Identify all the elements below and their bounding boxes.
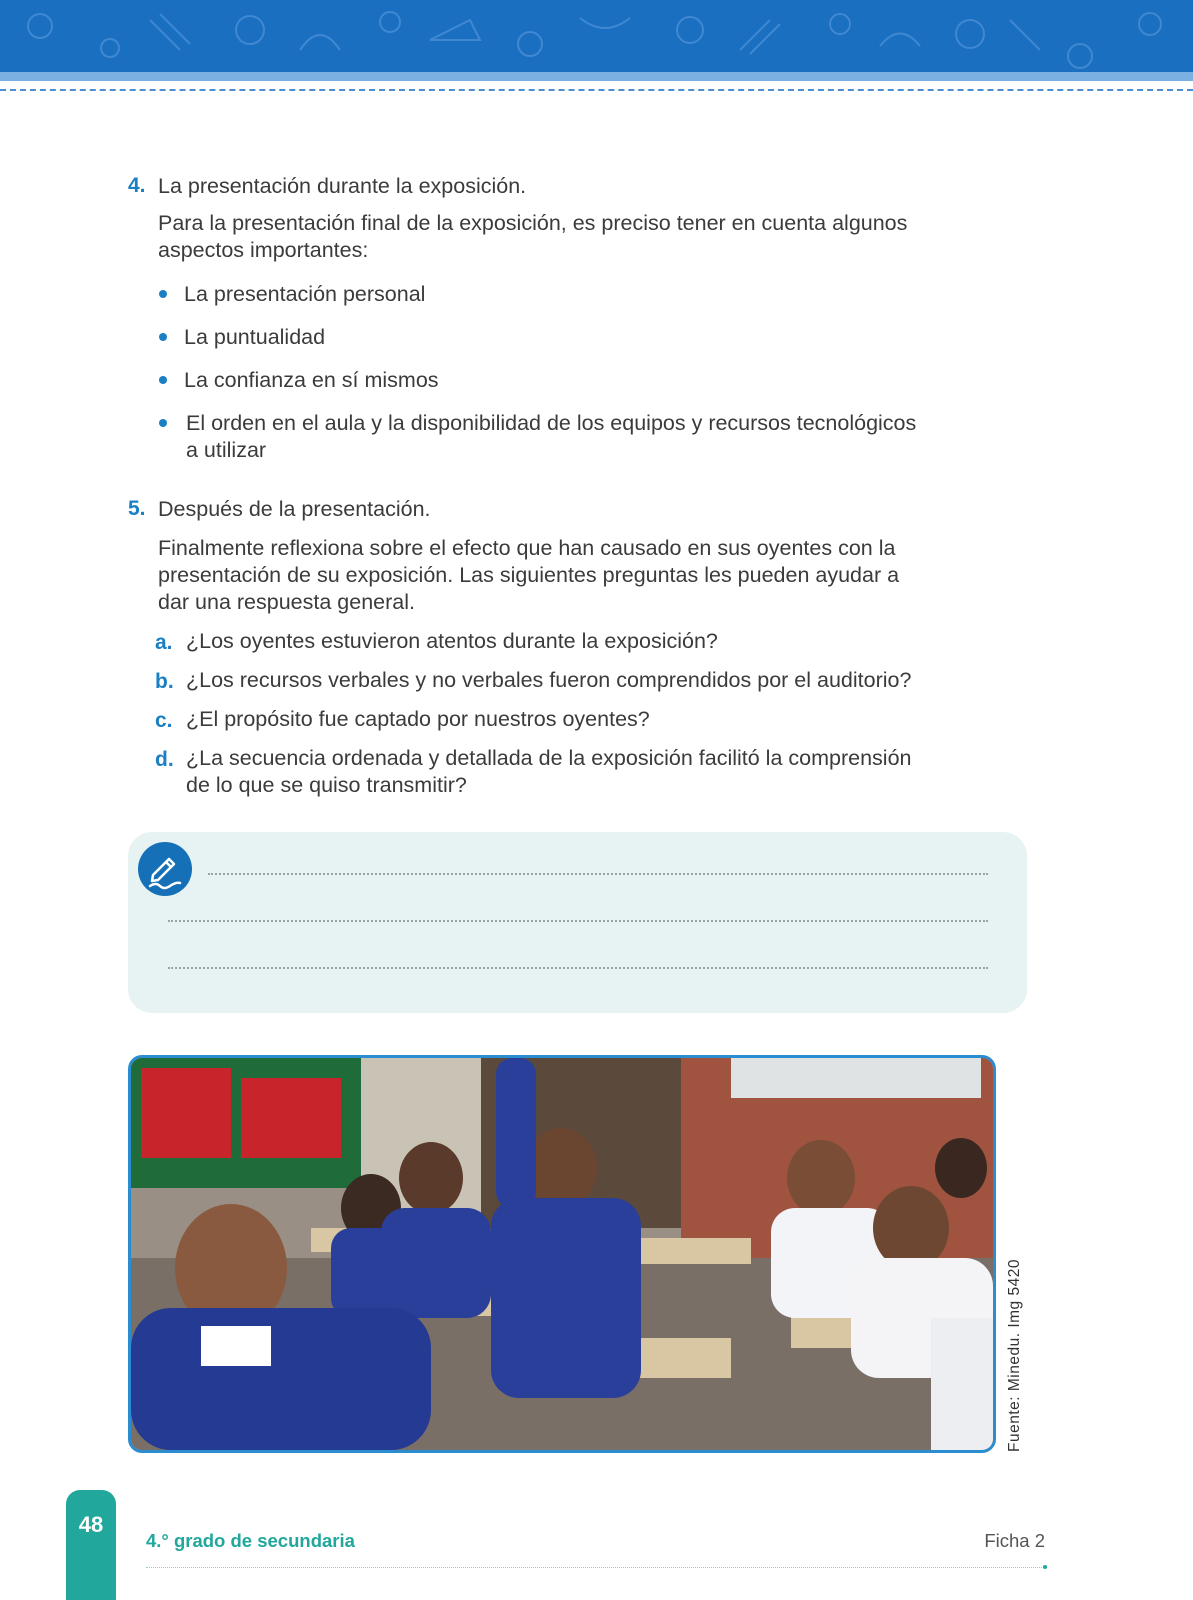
bullet-item-1: La presentación personal [184, 282, 426, 306]
bullet-dot [159, 333, 167, 341]
bullet-dot [159, 290, 167, 298]
classroom-photo [128, 1055, 996, 1453]
question-b-text: ¿Los recursos verbales y no verbales fueron comprendidos por el auditorio? [186, 668, 912, 692]
section-5-number: 5. [128, 497, 146, 520]
bullet-item-4-line1: El orden en el aula y la disponibilidad de los equipos y recursos tecnológicos [186, 411, 917, 435]
bullet-item-4-line2: a utilizar [186, 438, 267, 462]
classroom-illustration [131, 1058, 993, 1450]
footer-divider [146, 1567, 1042, 1568]
section-5-intro-line3: dar una respuesta general. [158, 590, 415, 614]
answer-writing-area[interactable] [128, 832, 1027, 1013]
pencil-icon [138, 842, 192, 896]
answer-line-3[interactable] [168, 967, 988, 969]
banner-doodle-pattern [0, 0, 1193, 72]
banner-dashed-divider [0, 89, 1193, 91]
page-number-tab [66, 1490, 116, 1600]
bullet-item-2: La puntualidad [184, 325, 326, 349]
header-banner [0, 0, 1193, 72]
section-4-number: 4. [128, 174, 146, 197]
question-d-text-line2: de lo que se quiso transmitir? [186, 773, 467, 797]
section-4-intro-line2: aspectos importantes: [158, 238, 369, 262]
bullet-dot [159, 419, 167, 427]
question-d-text-line1: ¿La secuencia ordenada y detallada de la exposición facilitó la comprensión [186, 746, 912, 770]
section-4-heading: La presentación durante la exposición. [158, 174, 527, 198]
footer-ficha: Ficha 2 [984, 1530, 1045, 1551]
section-5-heading: Después de la presentación. [158, 497, 431, 521]
question-c-text: ¿El propósito fue captado por nuestros oyentes? [186, 707, 650, 731]
photo-credit: Fuente: Minedu. Img 5420 [1006, 1259, 1023, 1452]
bullet-item-3: La confianza en sí mismos [184, 368, 439, 392]
page-number: 48 [78, 1512, 104, 1537]
answer-line-1[interactable] [208, 873, 988, 875]
section-5-intro-line1: Finalmente reflexiona sobre el efecto que han causado en sus oyentes con la [158, 536, 896, 560]
question-a-letter: a. [155, 631, 173, 654]
question-a-text: ¿Los oyentes estuvieron atentos durante la exposición? [186, 629, 718, 653]
answer-line-2[interactable] [168, 920, 988, 922]
section-5-intro-line2: presentación de su exposición. Las siguientes preguntas les pueden ayudar a [158, 563, 900, 587]
question-b-letter: b. [155, 670, 174, 693]
bullet-dot [159, 376, 167, 384]
question-c-letter: c. [155, 709, 173, 732]
section-4-intro-line1: Para la presentación final de la exposición, es preciso tener en cuenta algunos [158, 211, 908, 235]
banner-strip [0, 72, 1193, 81]
question-d-letter: d. [155, 748, 174, 771]
footer-grade: 4.° grado de secundaria [146, 1530, 355, 1551]
footer-dot [1043, 1565, 1047, 1569]
